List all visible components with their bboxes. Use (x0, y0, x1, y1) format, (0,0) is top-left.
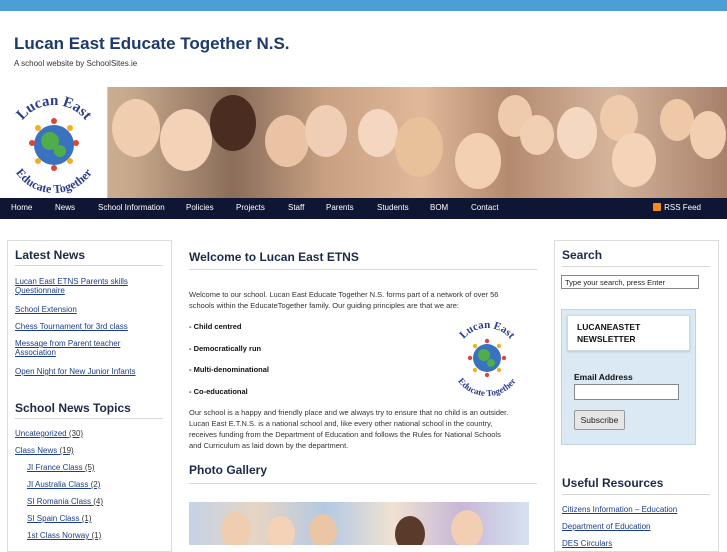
gallery-face (395, 516, 425, 545)
nav-parents[interactable]: Parents (326, 203, 354, 212)
latest-news-heading: Latest News (15, 248, 86, 262)
banner-photo-face (660, 99, 694, 141)
news-link-open-night[interactable]: Open Night for New Junior Infants (15, 367, 136, 376)
newsletter-title-line1: LUCANEASTET (577, 322, 641, 332)
school-logo[interactable] (0, 87, 108, 198)
rss-feed-link[interactable] (653, 203, 701, 212)
school-news-topics-heading: School News Topics (15, 401, 131, 415)
newsletter-title-line2: NEWSLETTER (577, 334, 636, 344)
header-banner (0, 87, 727, 198)
news-link-school-extension[interactable]: School Extension (15, 305, 77, 314)
principle-democratic: - Democratically run (189, 344, 262, 353)
svg-text:Educate Together: Educate Together (456, 375, 518, 396)
email-label: Email Address (574, 372, 633, 382)
divider (15, 265, 163, 266)
top-accent-bar (0, 0, 727, 11)
site-title[interactable]: Lucan East Educate Together N.S. (14, 34, 290, 53)
nav-projects[interactable]: Projects (236, 203, 265, 212)
news-link-chess-tournament[interactable]: Chess Tournament for 3rd class (15, 322, 128, 331)
divider (562, 494, 710, 495)
divider (189, 269, 537, 270)
nav-news[interactable]: News (55, 203, 76, 212)
resource-citizens-information[interactable]: Citizens Information – Education (562, 505, 678, 514)
topic-1st-class-norway[interactable]: 1st Class Norway (1) (27, 531, 102, 540)
rss-icon (653, 203, 661, 211)
intro-paragraph: Welcome to our school. Lucan East Educate Together N.S. forms part of a network of over 56 schools within the EducateTogether family. Our guiding principles are that we are: (189, 290, 499, 310)
newsletter-title-card (567, 315, 690, 351)
school-logo-small (445, 316, 529, 396)
site-tagline: A school website by SchoolSites.ie (14, 59, 138, 68)
search-heading: Search (562, 248, 603, 262)
photo-gallery-image[interactable] (189, 502, 529, 545)
principle-child-centred: - Child centred (189, 322, 242, 331)
banner-photo-face (305, 105, 347, 157)
nav-students[interactable]: Students (377, 203, 409, 212)
rss-label: RSS Feed (664, 203, 701, 212)
nav-policies[interactable]: Policies (186, 203, 214, 212)
school-description: Our school is a happy and friendly place and we always try to ensure that no child is an outsider. Lucan East E.T.N.S. is a national school and, like every other national school in the country, receives funding from the Department of Education and follows the Rules for National Schools and Curriculum as laid down by the department. (189, 408, 509, 450)
principle-multi-denominational: - Multi-denominational (189, 365, 269, 374)
main-navigation (0, 198, 727, 219)
banner-photo-face (520, 115, 554, 155)
subscribe-button[interactable]: Subscribe (574, 410, 625, 430)
gallery-face (451, 510, 483, 545)
gallery-face (267, 516, 295, 545)
principle-co-educational: - Co-educational (189, 387, 248, 396)
email-field[interactable] (574, 384, 679, 400)
gallery-face (309, 514, 337, 545)
nav-contact[interactable]: Contact (471, 203, 499, 212)
resource-des-circulars[interactable]: DES Circulars (562, 539, 613, 548)
nav-home[interactable]: Home (11, 203, 33, 212)
topic-si-spain[interactable]: SI Spain Class (1) (27, 514, 92, 523)
divider (562, 266, 710, 267)
banner-photo-face (455, 133, 501, 189)
banner-photo-face (160, 109, 212, 171)
banner-photo-face (612, 133, 656, 187)
topic-uncategorized[interactable]: Uncategorized (30) (15, 429, 84, 438)
search-input[interactable]: Type your search, press Enter (561, 275, 699, 289)
gallery-face (221, 512, 251, 545)
svg-text:Lucan East: Lucan East (457, 318, 518, 342)
useful-resources-heading: Useful Resources (562, 476, 664, 490)
topic-class-news[interactable]: Class News (19) (15, 446, 74, 455)
topic-si-romania[interactable]: SI Romania Class (4) (27, 497, 104, 506)
logo-text-bottom: Educate Together (13, 165, 95, 197)
nav-bom[interactable]: BOM (430, 203, 449, 212)
divider (15, 418, 163, 419)
banner-photo-face (265, 115, 309, 167)
divider (189, 483, 537, 484)
banner-photo-face (112, 99, 160, 157)
banner-photo-face (690, 111, 726, 159)
photo-gallery-heading: Photo Gallery (189, 463, 268, 477)
banner-photo-face (210, 95, 256, 151)
banner-photo-face (557, 107, 597, 159)
logo-text-top: Lucan East (13, 92, 95, 124)
banner-photo-face (358, 109, 398, 157)
topic-ji-australia[interactable]: JI Australia Class (2) (27, 480, 101, 489)
banner-photo-face (395, 117, 443, 177)
welcome-heading: Welcome to Lucan East ETNS (189, 250, 359, 264)
nav-staff[interactable]: Staff (288, 203, 305, 212)
news-link-parents-skills[interactable]: Lucan East ETNS Parents skills Questionnaire (15, 277, 128, 295)
news-link-parent-teacher[interactable]: Message from Parent teacher Association (15, 339, 121, 357)
nav-school-information[interactable]: School Information (98, 203, 165, 212)
topic-ji-france[interactable]: JI France Class (5) (27, 463, 95, 472)
resource-department-of-education[interactable]: Department of Education (562, 522, 651, 531)
